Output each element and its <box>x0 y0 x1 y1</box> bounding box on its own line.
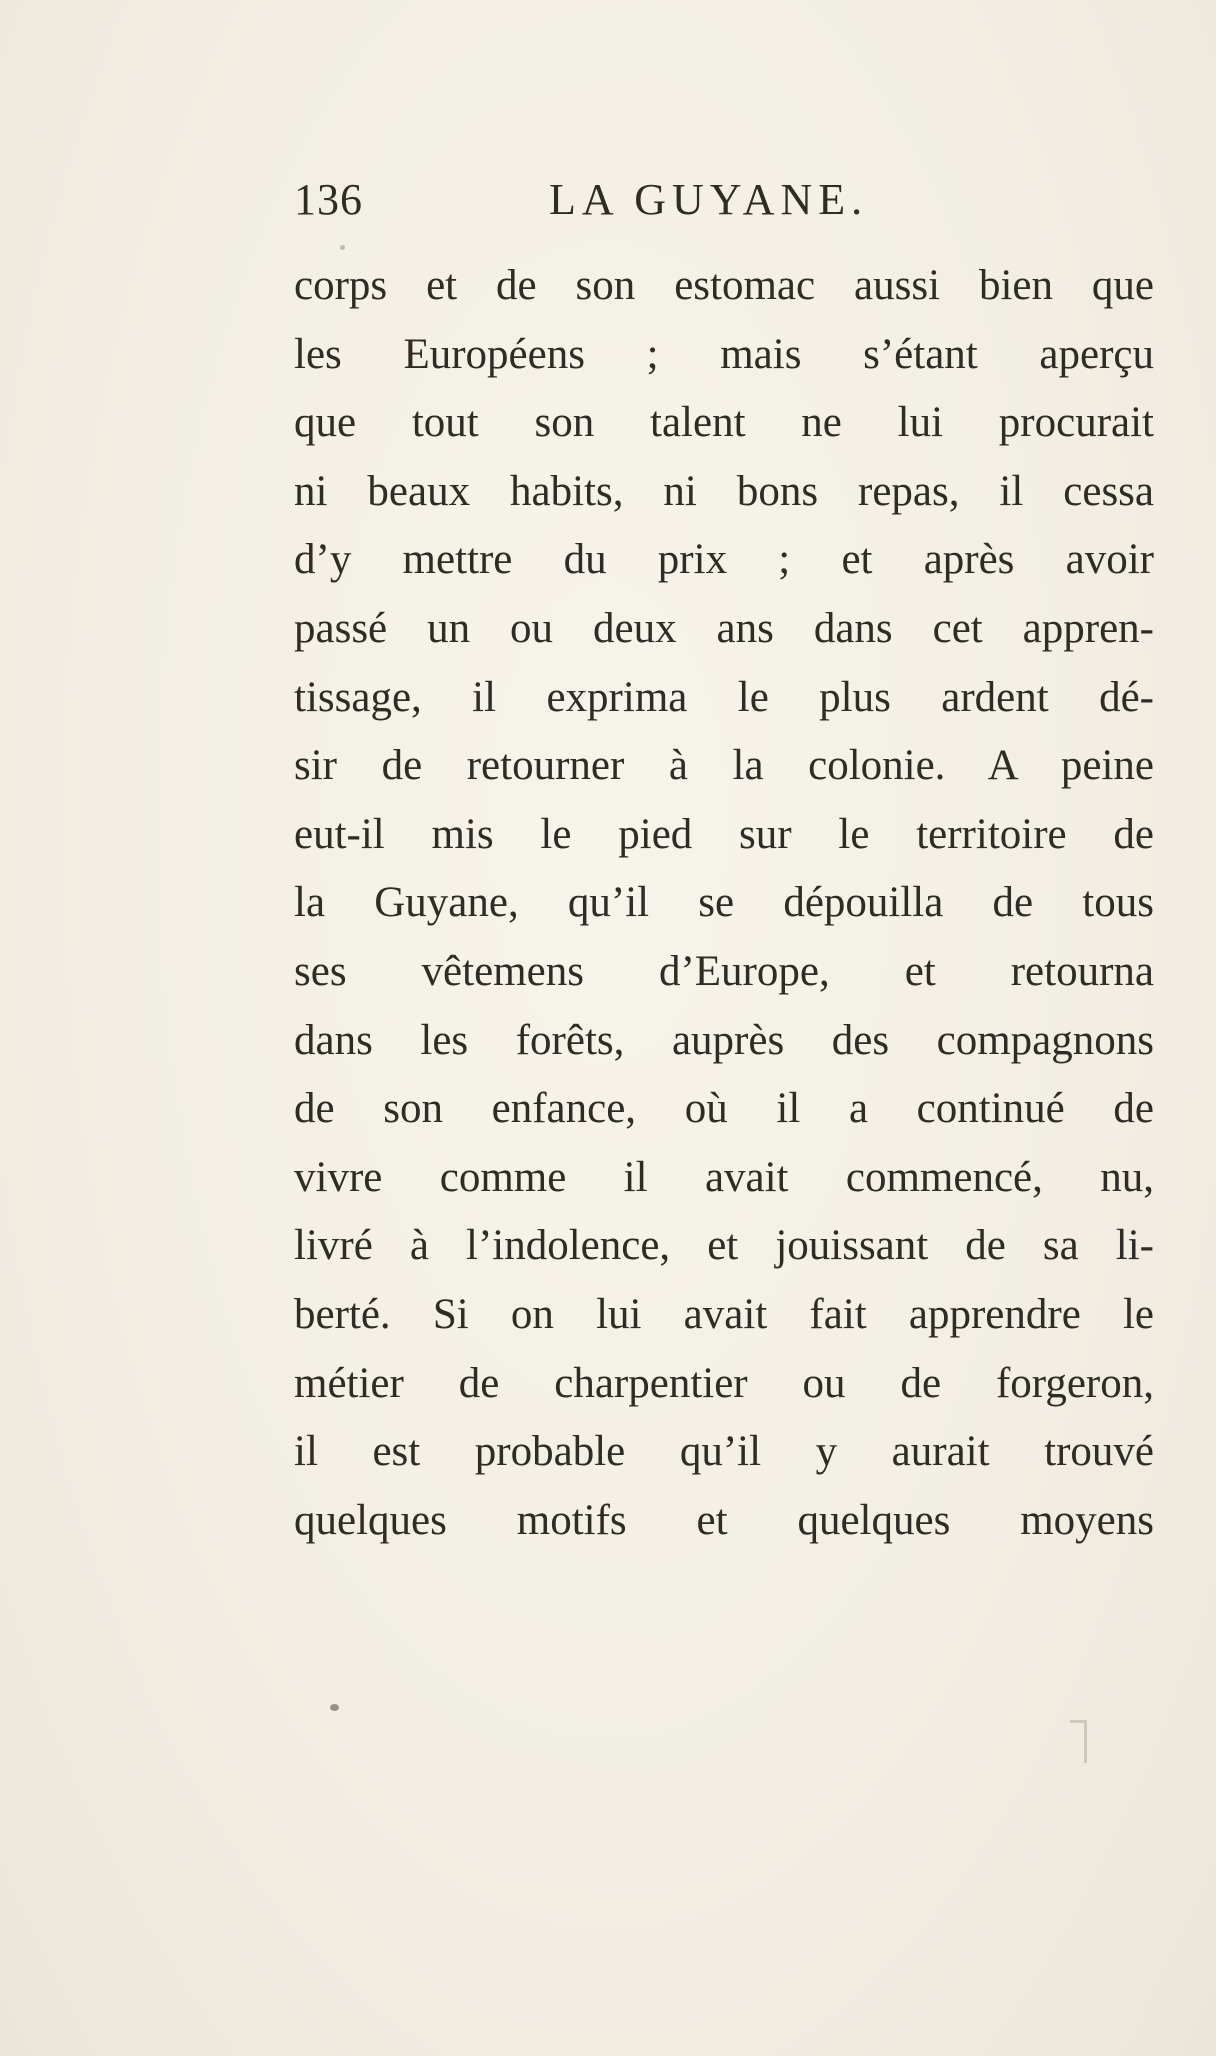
text-line: quelques motifs et quelques moyens <box>294 1496 1154 1544</box>
page-header <box>294 170 1164 230</box>
text-line: berté. Si on lui avait fait apprendre le <box>294 1290 1154 1338</box>
ink-speck <box>340 245 345 250</box>
text-line: livré à l’indolence, et jouissant de sa li- <box>294 1222 1154 1270</box>
page-number: 136 <box>294 175 363 224</box>
text-line: la Guyane, qu’il se dépouilla de tous <box>294 879 1154 927</box>
text-line: il est probable qu’il y aurait trouvé <box>294 1428 1154 1476</box>
text-line: dans les forêts, auprès des compagnons <box>294 1016 1154 1064</box>
text-line: vivre comme il avait commencé, nu, <box>294 1153 1154 1201</box>
ink-speck <box>330 1704 339 1711</box>
text-line: que tout son talent ne lui procurait <box>294 399 1154 447</box>
text-line: corps et de son estomac aussi bien que <box>294 262 1154 309</box>
text-line: sir de retourner à la colonie. A peine <box>294 742 1154 790</box>
text-line: de son enfance, où il a continué de <box>294 1085 1154 1133</box>
text-line: métier de charpentier ou de forgeron, <box>294 1359 1154 1407</box>
text-line: tissage, il exprima le plus ardent dé- <box>294 673 1154 721</box>
text-line: passé un ou deux ans dans cet appren- <box>294 604 1154 652</box>
text-line: d’y mettre du prix ; et après avoir <box>294 536 1154 584</box>
text-line: ni beaux habits, ni bons repas, il cessa <box>294 467 1154 515</box>
text-line: les Européens ; mais s’étant aperçu <box>294 330 1154 378</box>
running-title: LA GUYANE. <box>549 175 869 224</box>
text-line: eut-il mis le pied sur le territoire de <box>294 810 1154 858</box>
paper-mark <box>1070 1720 1087 1763</box>
body-text <box>294 252 1154 1555</box>
text-line: ses vêtemens d’Europe, et retourna <box>294 947 1154 995</box>
